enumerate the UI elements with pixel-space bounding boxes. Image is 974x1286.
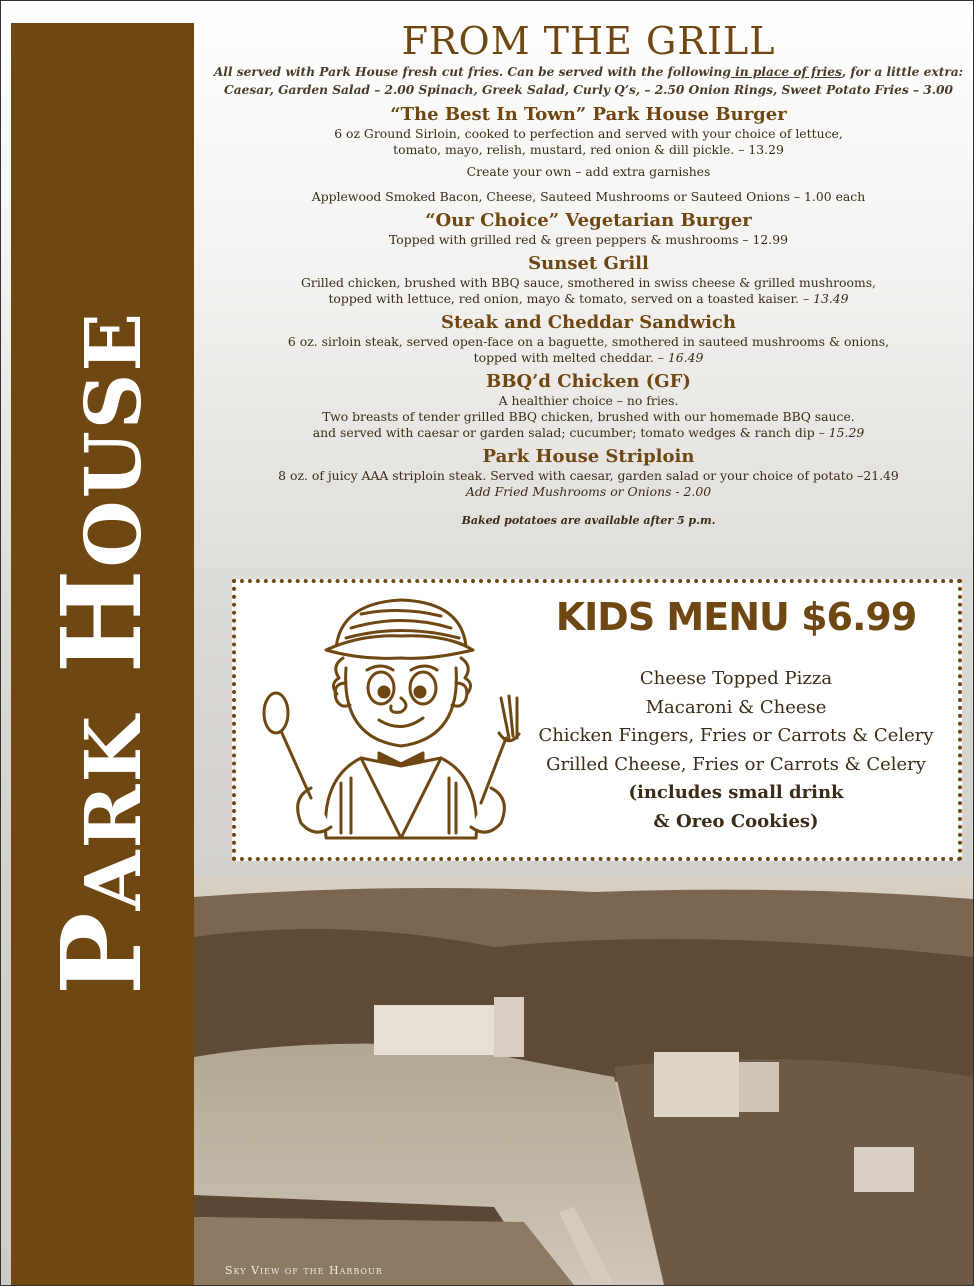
section-title: FROM THE GRILL bbox=[401, 19, 776, 63]
item-name: BBQ’d Chicken (GF) bbox=[486, 371, 691, 392]
baked-potato-note: Baked potatoes are available after 5 p.m. bbox=[461, 514, 716, 527]
menu-item-burger bbox=[206, 104, 971, 205]
kids-item: Cheese Topped Pizza bbox=[639, 668, 833, 689]
grill-section bbox=[206, 19, 971, 527]
kids-menu-title: KIDS MENU $6.99 bbox=[555, 595, 917, 639]
item-description: Grilled chicken, brushed with BBQ sauce, smothered in swiss cheese & grilled mushrooms, topped with lettuce, red onion, mayo & tomato, served on a toasted kaiser. – 13.49 bbox=[301, 275, 876, 306]
item-name: Steak and Cheddar Sandwich bbox=[441, 312, 736, 333]
kids-item: Chicken Fingers, Fries or Carrots & Celery bbox=[538, 725, 934, 746]
kids-item: Macaroni & Cheese bbox=[645, 696, 827, 718]
kids-item: Grilled Cheese, Fries or Carrots & Celery bbox=[546, 753, 926, 775]
item-name: Sunset Grill bbox=[528, 253, 649, 274]
photo-caption: Sky View of the Harbour bbox=[225, 1264, 383, 1277]
item-price: – 15.29 bbox=[814, 425, 865, 440]
item-name: Park House Striploin bbox=[482, 446, 695, 467]
extra-garnishes: Applewood Smoked Bacon, Cheese, Sauteed Mushrooms or Sauteed Onions – 1.00 each bbox=[311, 189, 866, 204]
kids-includes: & Oreo Cookies) bbox=[653, 810, 819, 832]
item-name: “Our Choice” Vegetarian Burger bbox=[425, 210, 752, 231]
item-description: Topped with grilled red & green peppers & mushrooms – 12.99 bbox=[389, 232, 788, 247]
item-name: “The Best In Town” Park House Burger bbox=[390, 104, 787, 125]
item-description: 6 oz. sirloin steak, served open-face on a baguette, smothered in sauteed mushrooms & onions, topped with melted cheddar. – 16.49 bbox=[287, 334, 890, 365]
item-price: – 13.49 bbox=[799, 291, 849, 306]
harbour-photo bbox=[194, 877, 973, 1285]
side-band bbox=[11, 23, 194, 1286]
item-description: A healthier choice – no fries. Two breasts of tender grilled BBQ chicken, brushed with our homemade BBQ sauce. and served with caesar or garden salad; cucumber; tomato wedges & ranch dip – 15.29 bbox=[312, 393, 865, 440]
menu-item-veggie bbox=[206, 210, 971, 248]
kids-includes: (includes small drink bbox=[628, 782, 844, 803]
item-description: 6 oz Ground Sirloin, cooked to perfection and served with your choice of lettuce, tomato, mayo, relish, mustard, red onion & dill pickle. – 13.29 bbox=[334, 126, 843, 157]
create-your-own: Create your own – add extra garnishes bbox=[466, 164, 711, 179]
restaurant-name: Park House bbox=[37, 310, 167, 996]
menu-item-steak-sandwich bbox=[206, 312, 971, 366]
kid-chef-illustration bbox=[251, 588, 521, 853]
kids-menu-box bbox=[232, 579, 962, 861]
item-price: – 16.49 bbox=[653, 350, 704, 365]
kids-menu-items bbox=[536, 665, 936, 836]
menu-item-sunset-grill bbox=[206, 253, 971, 307]
intro-text: All served with Park House fresh cut fries. Can be served with the following in place of fries, for a little extra: Caesar, Garden Salad – 2.00 Spinach, Greek Salad, Curly Q’s, – 2.50 Onion Rings, Sweet Potato Fries – 3.00 bbox=[213, 65, 964, 97]
menu-item-bbq-chicken bbox=[206, 371, 971, 441]
item-description: 8 oz. of juicy AAA striploin steak. Served with caesar, garden salad or your choice of potato –21.49 Add Fried Mushrooms or Onions - 2.00 bbox=[278, 468, 899, 499]
menu-item-striploin bbox=[206, 446, 971, 500]
